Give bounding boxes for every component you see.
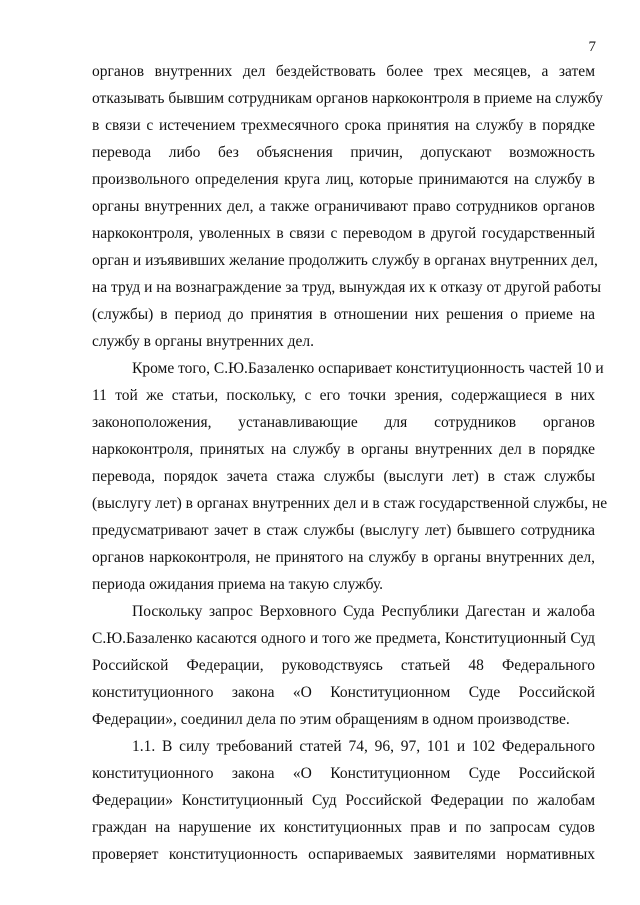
- text-line: Федерации», соединил дела по этим обращениям в одном производстве.: [92, 711, 570, 728]
- text-line: (службы) в период до принятия в отношении них решения о приеме на: [92, 306, 595, 323]
- text-line: граждан на нарушение их конституционных прав и по запросам судов: [92, 819, 595, 836]
- text-line: проверяет конституционность оспариваемых заявителями нормативных: [92, 846, 595, 863]
- text-line: С.Ю.Базаленко касаются одного и того же предмета, Конституционный Суд: [92, 630, 595, 647]
- text-line: органов наркоконтроля, не принятого на службу в органы внутренних дел,: [92, 549, 595, 566]
- text-line: орган и изъявивших желание продолжить службу в органах внутренних дел,: [92, 252, 598, 269]
- text-line: конституционного закона «О Конституционном Суде Российской: [92, 765, 595, 782]
- text-line: перевода либо без объяснения причин, допускают возможность: [92, 144, 595, 161]
- text-line: 11 той же статьи, поскольку, с его точки зрения, содержащиеся в них: [92, 387, 595, 404]
- text-line: законоположения, устанавливающие для сотрудников органов: [92, 414, 595, 431]
- text-line: Кроме того, С.Ю.Базаленко оспаривает конституционность частей 10 и: [132, 360, 604, 377]
- text-line: предусматривают зачет в стаж службы (выслугу лет) бывшего сотрудника: [92, 522, 595, 539]
- page-number: 7: [588, 39, 596, 55]
- text-line: наркоконтроля, уволенных в связи с переводом в другой государственный: [92, 225, 595, 242]
- text-line: в связи с истечением трехмесячного срока принятия на службу в порядке: [92, 117, 595, 134]
- text-line: органов внутренних дел бездействовать более трех месяцев, а затем: [92, 63, 595, 80]
- text-line: 1.1. В силу требований статей 74, 96, 97, 101 и 102 Федерального: [132, 738, 595, 755]
- text-line: Поскольку запрос Верховного Суда Республики Дагестан и жалоба: [132, 603, 595, 620]
- text-line: службу в органы внутренних дел.: [92, 333, 314, 350]
- text-line: перевода, порядок зачета стажа службы (выслуги лет) в стаж службы: [92, 468, 595, 485]
- text-line: наркоконтроля, принятых на службу в органы внутренних дел в порядке: [92, 441, 595, 458]
- text-line: произвольного определения круга лиц, которые принимаются на службу в: [92, 171, 595, 188]
- text-line: Российской Федерации, руководствуясь статьей 48 Федерального: [92, 657, 595, 674]
- text-line: отказывать бывшим сотрудникам органов наркоконтроля в приеме на службу: [92, 90, 603, 107]
- text-line: периода ожидания приема на такую службу.: [92, 576, 384, 593]
- text-line: конституционного закона «О Конституционном Суде Российской: [92, 684, 595, 701]
- text-line: (выслугу лет) в органах внутренних дел и в стаж государственной службы, не: [92, 495, 608, 512]
- text-line: на труд и на вознаграждение за труд, вынуждая их к отказу от другой работы: [92, 279, 601, 296]
- text-line: Федерации» Конституционный Суд Российской Федерации по жалобам: [92, 792, 595, 809]
- text-line: органы внутренних дел, а также ограничивают право сотрудников органов: [92, 198, 595, 215]
